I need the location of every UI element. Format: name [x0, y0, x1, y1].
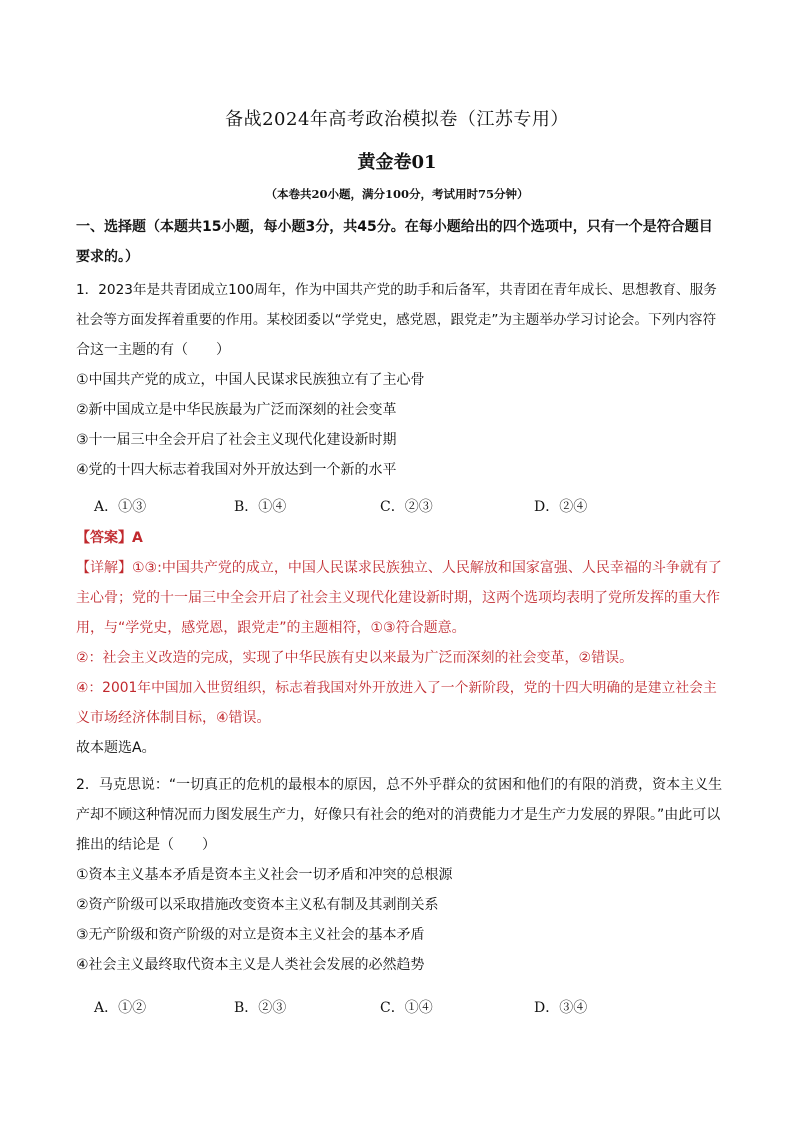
analysis-line: 【详解】①③:中国共产党的成立，中国人民谋求民族独立、人民解放和国家富强、人民幸福的斗争就有了 [76, 560, 722, 576]
question-stem-line: 社会等方面发挥着重要的作用。某校团委以“学党史，感党恩，跟党走”为主题举办学习讨论会。下列内容符 [76, 312, 717, 328]
question-2-options [94, 997, 714, 1017]
exam-title: 备战2024年高考政治模拟卷（江苏专用） [225, 109, 569, 130]
question-stem-line: 推出的结论是（ ） [76, 837, 216, 853]
analysis-line: ②：社会主义改造的完成，实现了中华民族有史以来最为广泛而深刻的社会变革，②错误。 [76, 650, 634, 666]
exam-subtitle: 黄金卷01 [357, 152, 437, 173]
option-a[interactable]: A．①② [94, 1000, 147, 1016]
answer-label: 【答案】A [76, 530, 143, 546]
analysis-line: 主心骨；党的十一届三中全会开启了社会主义现代化建设新时期，这两个选项均表明了党所发挥的重大作 [76, 590, 720, 606]
option-d[interactable]: D．③④ [534, 1000, 588, 1016]
analysis-line: 义市场经济体制目标，④错误。 [76, 710, 271, 726]
question-2 [76, 770, 724, 980]
question-stem-line: 1．2023年是共青团成立100周年，作为中国共产党的助手和后备军，共青团在青年成长、思想教育、服务 [76, 282, 717, 298]
statement-item: ③十一届三中全会开启了社会主义现代化建设新时期 [76, 432, 397, 448]
option-c[interactable]: C．①④ [380, 1000, 433, 1016]
question-1 [76, 275, 724, 485]
option-b[interactable]: B．①④ [234, 499, 287, 515]
question-stem-line: 产却不顾这种情况而力图发展生产力，好像只有社会的绝对的消费能力才是生产力发展的界限。”由此可以 [76, 807, 721, 823]
option-d[interactable]: D．②④ [534, 499, 588, 515]
statement-item: ③无产阶级和资产阶级的对立是资本主义社会的基本矛盾 [76, 927, 425, 943]
conclusion [76, 733, 724, 763]
statement-item: ①中国共产党的成立，中国人民谋求民族独立有了主心骨 [76, 372, 425, 388]
section-header [76, 212, 724, 272]
option-b[interactable]: B．②③ [234, 1000, 287, 1016]
statement-item: ④社会主义最终取代资本主义是人类社会发展的必然趋势 [76, 957, 425, 973]
statement-item: ②新中国成立是中华民族最为广泛而深刻的社会变革 [76, 402, 397, 418]
option-c[interactable]: C．②③ [380, 499, 433, 515]
answer-analysis [76, 523, 724, 733]
question-stem-line: 2．马克思说：“一切真正的危机的最根本的原因，总不外乎群众的贫困和他们的有限的消费，资本主义生 [76, 777, 723, 793]
question-stem-line: 合这一主题的有（ ） [76, 342, 230, 358]
analysis-line: 用，与“学党史，感党恩，跟党走”的主题相符，①③符合题意。 [76, 620, 466, 636]
section-header-line: 一、选择题（本题共15小题，每小题3分，共45分。在每小题给出的四个选项中，只有一个是符合题目 [76, 219, 713, 235]
statement-item: ④党的十四大标志着我国对外开放达到一个新的水平 [76, 462, 397, 478]
statement-item: ①资本主义基本矛盾是资本主义社会一切矛盾和冲突的总根源 [76, 867, 453, 883]
analysis-line: ④：2001年中国加入世贸组织，标志着我国对外开放进入了一个新阶段，党的十四大明确的是建立社会主 [76, 680, 717, 696]
question-1-options [94, 496, 714, 516]
option-a[interactable]: A．①③ [94, 499, 147, 515]
conclusion-line: 故本题选A。 [76, 740, 156, 756]
statement-item: ②资产阶级可以采取措施改变资本主义私有制及其剥削关系 [76, 897, 439, 913]
exam-note: （本卷共20小题，满分100分，考试用时75分钟） [265, 187, 529, 201]
section-header-line: 要求的。） [76, 249, 139, 265]
